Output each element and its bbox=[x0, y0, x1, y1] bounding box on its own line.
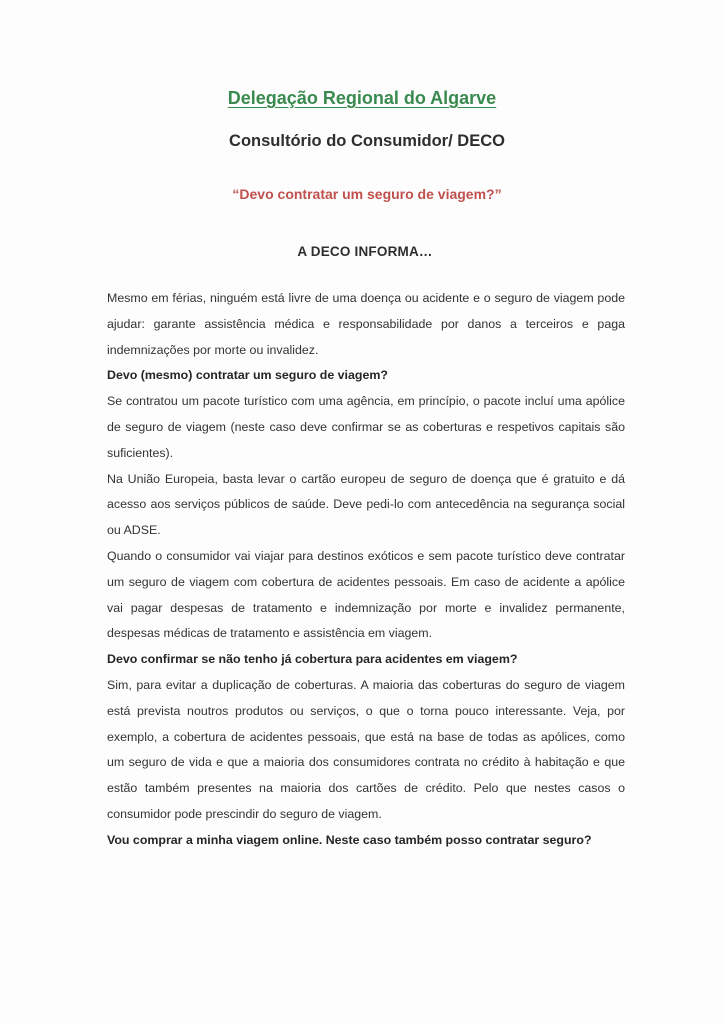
document-title: Delegação Regional do Algarve bbox=[227, 88, 497, 108]
article-question-title: “Devo contratar um seguro de viagem?” bbox=[232, 186, 502, 202]
paragraph: Se contratou um pacote turístico com uma agência, em princípio, o pacote incluí uma apólice de seguro de viagem (neste caso deve confirmar se as coberturas e respetivos capitais são suficientes). bbox=[107, 394, 625, 460]
faq-question: Devo confirmar se não tenho já cobertura para acidentes em viagem? bbox=[107, 652, 518, 667]
paragraph-intro: Mesmo em férias, ninguém está livre de uma doença ou acidente e o seguro de viagem pode ajudar: garante assistência médica e responsabilidade por danos a terceiros e paga indemnizações por morte ou invalidez. bbox=[107, 291, 625, 357]
paragraph: Na União Europeia, basta levar o cartão europeu de seguro de doença que é gratuito e dá acesso aos serviços públicos de saúde. Deve pedi-lo com antecedência na segurança social ou ADSE. bbox=[107, 471, 625, 538]
faq-question: Devo (mesmo) contratar um seguro de viagem? bbox=[107, 368, 388, 383]
article-body bbox=[107, 286, 625, 854]
section-heading: A DECO INFORMA… bbox=[297, 244, 433, 259]
faq-question: Vou comprar a minha viagem online. Neste caso também posso contratar seguro? bbox=[107, 832, 592, 847]
paragraph: Quando o consumidor vai viajar para destinos exóticos e sem pacote turístico deve contratar um seguro de viagem com cobertura de acidentes pessoais. Em caso de acidente a apólice vai pagar despesas de tratamento e indemnização por morte e invalidez permanente, despesas médicas de tratamento e assistência em viagem. bbox=[107, 548, 625, 641]
document-subtitle: Consultório do Consumidor/ DECO bbox=[229, 132, 505, 150]
paragraph: Sim, para evitar a duplicação de coberturas. A maioria das coberturas do seguro de viagem está prevista noutros produtos ou serviços, o que o torna pouco interessante. Veja, por exemplo, a cobertura de acidentes pessoais, que está na base de todas as apólices, como um seguro de vida e que a maioria dos consumidores contrata no crédito à habitação e que estão também presentes na maioria dos cartões de crédito. Pelo que nestes casos o consumidor pode prescindir do seguro de viagem. bbox=[107, 677, 625, 821]
